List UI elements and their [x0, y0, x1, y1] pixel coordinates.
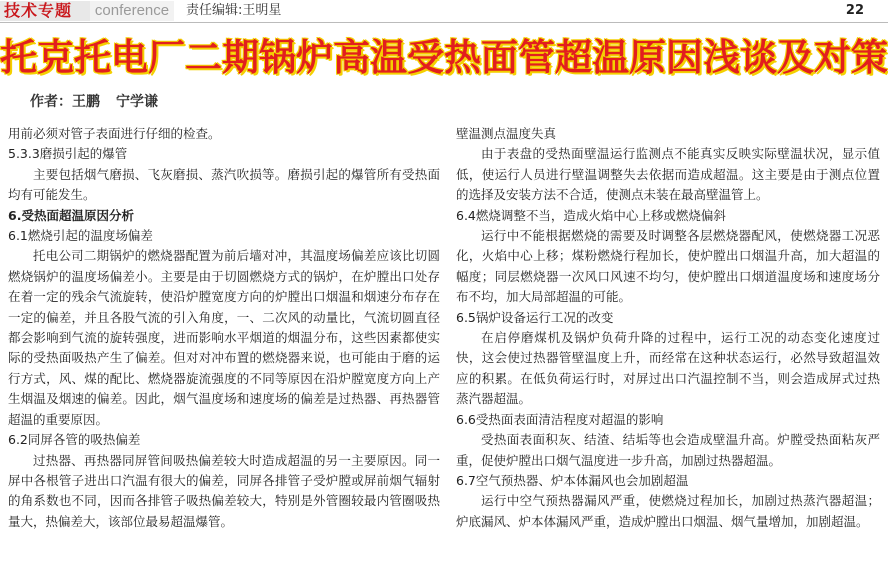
left-column: [8, 124, 440, 532]
paragraph: 运行中不能根据燃烧的需要及时调整各层燃烧器配风，使燃烧器工况恶化，火焰中心上移；煤粉燃烧行程加长，使炉膛出口烟温升高，加大超温的幅度；同层燃烧器一次风口风速不均匀，使炉膛出口烟道温度场和速度场分布不均，加大局部超温的可能。: [456, 228, 880, 305]
section-tag: 技术专题: [0, 1, 90, 21]
paragraph: 托电公司二期锅炉的燃烧器配置为前后墙对冲，其温度场偏差应该比切圆燃烧锅炉的温度场偏差小。主要是由于切圆燃烧方式的锅炉，在炉膛出口处存在着一定的残余气流旋转，使沿炉膛宽度方向的炉膛出口烟温和烟速分布存在一定的偏差，并且各股气流的引入角度，一、二次风的动量比，气流切圆直径都会影响到气流的旋转强度，进而影响水平烟道的烟温分布，这些因素都使实际的受热面吸热产生了偏差。但对对冲布置的燃烧器来说，也可能由于磨的运行方式，风、煤的配比、燃烧器旋流强度的不同等原因在沿炉膛宽度方向上产生烟温及烟速的偏差。因此，烟气温度场和速度场的偏差是过热器、再热器管超温的重要原因。: [8, 248, 440, 427]
paragraph: 用前必须对管子表面进行仔细的检查。: [8, 126, 221, 141]
right-column: [456, 124, 880, 532]
page-number: 22: [845, 3, 864, 18]
paragraph: 受热面表面积灰、结渣、结垢等也会造成壁温升高。炉膛受热面粘灰严重，促使炉膛出口烟气温度进一步升高，加剧过热器超温。: [456, 432, 880, 468]
subsection-heading: 6.2同屏各管的吸热偏差: [8, 432, 141, 448]
author-name: 王鹏: [72, 94, 100, 110]
subsection-heading: 6.4燃烧调整不当，造成火焰中心上移或燃烧偏斜: [456, 207, 726, 223]
editor-credit: 责任编辑:王明星: [186, 3, 282, 18]
paragraph: 主要包括烟气磨损、飞灰磨损、蒸汽吹损等。磨损引起的爆管所有受热面均有可能发生。: [8, 166, 440, 203]
subsection-heading: 壁温测点温度失真: [456, 126, 557, 141]
subsection-heading: 6.5锅炉设备运行工况的改变: [456, 309, 614, 325]
header-divider: [0, 22, 888, 23]
subsection-heading: 6.6受热面表面清洁程度对超温的影响: [456, 411, 664, 427]
paragraph: 过热器、再热器同屏管间吸热偏差较大时造成超温的另一主要原因。同一屏中各根管子进出口汽温有很大的偏差，同屏各排管子受炉膛或屏前烟气辐射的角系数也不同，因而各排管子吸热偏差较大，特别是外管圈较最内管圈吸热量大，热偏差大，该部位最易超温爆管。: [8, 452, 440, 529]
page-header: [0, 0, 888, 22]
author-label: 作者：: [30, 94, 72, 110]
subsection-heading: 6.7空气预热器、炉本体漏风也会加剧超温: [456, 472, 689, 488]
article-title: 托克托电厂二期锅炉高温受热面管超温原因浅谈及对策: [0, 36, 888, 79]
conference-label: conference: [90, 1, 174, 21]
section-heading: 6.受热面超温原因分析: [8, 207, 134, 223]
subsection-heading: 5.3.3磨损引起的爆管: [8, 146, 128, 162]
subsection-heading: 6.1燃烧引起的温度场偏差: [8, 228, 153, 244]
paragraph: 由于表盘的受热面壁温运行监测点不能真实反映实际壁温状况，显示值低，使运行人员进行壁温调整失去依据而造成超温。这主要是由于测点位置的选择及安装方法不合适，使测点未装在最高壁温管上。: [456, 146, 880, 203]
paragraph: 在启停磨煤机及锅炉负荷升降的过程中，运行工况的动态变化速度过快，这会使过热器管壁温度上升，而经常在这种状态运行，必然导致超温效应的积累。在低负荷运行时，对屏过出口汽温控制不当，则会造成屏式过热蒸汽器超温。: [456, 330, 880, 407]
paragraph: 运行中空气预热器漏风严重，使燃烧过程加长，加剧过热蒸汽器超温；炉底漏风、炉本体漏风严重，造成炉膛出口烟温、烟气量增加，加剧超温。: [456, 493, 880, 529]
author-name: 宁学谦: [116, 94, 158, 110]
author-line: [30, 92, 174, 112]
